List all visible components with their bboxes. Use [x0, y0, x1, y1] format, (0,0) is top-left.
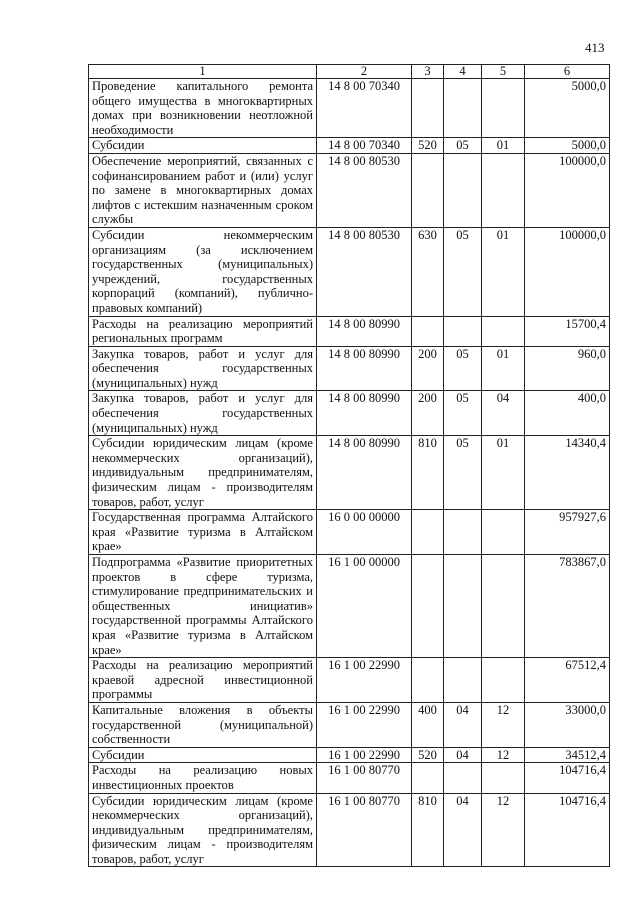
row-col3-cell: 200: [412, 346, 444, 391]
row-code-cell: 16 1 00 22990: [317, 702, 412, 747]
row-name-cell: Закупка товаров, работ и услуг для обеспечения государственных (муниципальных) нужд: [89, 391, 317, 436]
row-col4-cell: 05: [444, 346, 482, 391]
table-row: [89, 138, 610, 154]
row-name-cell: Капитальные вложения в объекты государственной (муниципальной) собственности: [89, 702, 317, 747]
row-col5-cell: [482, 79, 525, 138]
row-col4-cell: [444, 763, 482, 793]
row-col4-cell: 05: [444, 227, 482, 316]
row-code-cell: 16 1 00 00000: [317, 555, 412, 658]
row-amount-cell: 67512,4: [525, 658, 610, 703]
table-row: [89, 227, 610, 316]
table-row: [89, 747, 610, 763]
column-header: 1: [89, 65, 317, 79]
column-header: 6: [525, 65, 610, 79]
row-code-cell: 16 1 00 80770: [317, 793, 412, 867]
row-col3-cell: 810: [412, 793, 444, 867]
row-amount-cell: 34512,4: [525, 747, 610, 763]
table-row: [89, 658, 610, 703]
row-amount-cell: 15700,4: [525, 316, 610, 346]
row-col3-cell: [412, 555, 444, 658]
row-name-cell: Субсидии некоммерческим организациям (за исключением государственных (муниципальных) учреждений, государственных корпораций (компаний), публично-правовых компаний): [89, 227, 317, 316]
row-code-cell: 14 8 00 80990: [317, 391, 412, 436]
row-amount-cell: 960,0: [525, 346, 610, 391]
row-col4-cell: [444, 510, 482, 555]
row-col4-cell: 05: [444, 436, 482, 510]
row-col5-cell: 12: [482, 793, 525, 867]
table-row: [89, 153, 610, 227]
row-col5-cell: [482, 510, 525, 555]
header-row: [89, 65, 610, 79]
page-number: 413: [585, 40, 605, 55]
budget-table: [88, 64, 610, 867]
row-amount-cell: 5000,0: [525, 138, 610, 154]
row-col4-cell: 04: [444, 702, 482, 747]
row-col5-cell: [482, 153, 525, 227]
row-amount-cell: 104716,4: [525, 763, 610, 793]
row-col3-cell: [412, 510, 444, 555]
row-col3-cell: [412, 79, 444, 138]
row-code-cell: 16 1 00 80770: [317, 763, 412, 793]
row-col5-cell: 01: [482, 227, 525, 316]
row-name-cell: Обеспечение мероприятий, связанных с софинансированием работ и (или) услуг по замене в многоквартирных домах лифтов с истекшим назначенным сроком службы: [89, 153, 317, 227]
row-name-cell: Закупка товаров, работ и услуг для обеспечения государственных (муниципальных) нужд: [89, 346, 317, 391]
column-header: 5: [482, 65, 525, 79]
row-col4-cell: [444, 555, 482, 658]
row-name-cell: Субсидии юридическим лицам (кроме некоммерческих организаций), индивидуальным предпринимателям, физическим лицам - производителям товаров, работ, услуг: [89, 793, 317, 867]
row-col4-cell: [444, 79, 482, 138]
row-col5-cell: 04: [482, 391, 525, 436]
row-col4-cell: [444, 153, 482, 227]
row-col5-cell: 01: [482, 346, 525, 391]
row-name-cell: Расходы на реализацию мероприятий региональных программ: [89, 316, 317, 346]
table-row: [89, 316, 610, 346]
row-code-cell: 16 0 00 00000: [317, 510, 412, 555]
row-code-cell: 14 8 00 80990: [317, 436, 412, 510]
row-code-cell: 16 1 00 22990: [317, 747, 412, 763]
row-name-cell: Расходы на реализацию новых инвестиционных проектов: [89, 763, 317, 793]
row-col3-cell: [412, 763, 444, 793]
row-name-cell: Проведение капитального ремонта общего имущества в многоквартирных домах при возникновении неотложной необходимости: [89, 79, 317, 138]
row-amount-cell: 957927,6: [525, 510, 610, 555]
row-amount-cell: 400,0: [525, 391, 610, 436]
row-col3-cell: 400: [412, 702, 444, 747]
row-col3-cell: [412, 153, 444, 227]
row-col5-cell: [482, 763, 525, 793]
row-amount-cell: 5000,0: [525, 79, 610, 138]
row-col3-cell: [412, 658, 444, 703]
row-amount-cell: 104716,4: [525, 793, 610, 867]
table-row: [89, 793, 610, 867]
row-col5-cell: [482, 555, 525, 658]
row-name-cell: Субсидии: [89, 138, 317, 154]
table-row: [89, 763, 610, 793]
row-name-cell: Субсидии юридическим лицам (кроме некоммерческих организаций), индивидуальным предпринимателям, физическим лицам - производителям товаров, работ, услуг: [89, 436, 317, 510]
row-col3-cell: 630: [412, 227, 444, 316]
row-code-cell: 14 8 00 70340: [317, 79, 412, 138]
column-header: 3: [412, 65, 444, 79]
row-code-cell: 14 8 00 70340: [317, 138, 412, 154]
row-amount-cell: 14340,4: [525, 436, 610, 510]
table-row: [89, 555, 610, 658]
row-col3-cell: 200: [412, 391, 444, 436]
table-row: [89, 391, 610, 436]
row-amount-cell: 783867,0: [525, 555, 610, 658]
row-col4-cell: 04: [444, 793, 482, 867]
column-header: 2: [317, 65, 412, 79]
row-code-cell: 14 8 00 80990: [317, 316, 412, 346]
row-col5-cell: 01: [482, 436, 525, 510]
row-col3-cell: 520: [412, 747, 444, 763]
row-code-cell: 14 8 00 80990: [317, 346, 412, 391]
row-code-cell: 16 1 00 22990: [317, 658, 412, 703]
row-name-cell: Государственная программа Алтайского края «Развитие туризма в Алтайском крае»: [89, 510, 317, 555]
row-col5-cell: [482, 658, 525, 703]
row-col3-cell: 520: [412, 138, 444, 154]
row-col5-cell: 01: [482, 138, 525, 154]
row-code-cell: 14 8 00 80530: [317, 153, 412, 227]
row-name-cell: Подпрограмма «Развитие приоритетных проектов в сфере туризма, стимулирование предпринимательских и общественных инициатив» государственной программы Алтайского края «Развитие туризма в Алтайском крае»: [89, 555, 317, 658]
row-col3-cell: 810: [412, 436, 444, 510]
row-col5-cell: 12: [482, 747, 525, 763]
row-col5-cell: [482, 316, 525, 346]
row-name-cell: Субсидии: [89, 747, 317, 763]
row-col4-cell: 05: [444, 138, 482, 154]
column-header: 4: [444, 65, 482, 79]
row-name-cell: Расходы на реализацию мероприятий краевой адресной инвестиционной программы: [89, 658, 317, 703]
row-amount-cell: 100000,0: [525, 227, 610, 316]
row-amount-cell: 33000,0: [525, 702, 610, 747]
table-row: [89, 79, 610, 138]
table-row: [89, 702, 610, 747]
row-amount-cell: 100000,0: [525, 153, 610, 227]
row-col4-cell: 05: [444, 391, 482, 436]
row-col4-cell: [444, 316, 482, 346]
table-row: [89, 346, 610, 391]
row-code-cell: 14 8 00 80530: [317, 227, 412, 316]
table-row: [89, 510, 610, 555]
row-col4-cell: 04: [444, 747, 482, 763]
table-row: [89, 436, 610, 510]
row-col3-cell: [412, 316, 444, 346]
row-col5-cell: 12: [482, 702, 525, 747]
row-col4-cell: [444, 658, 482, 703]
